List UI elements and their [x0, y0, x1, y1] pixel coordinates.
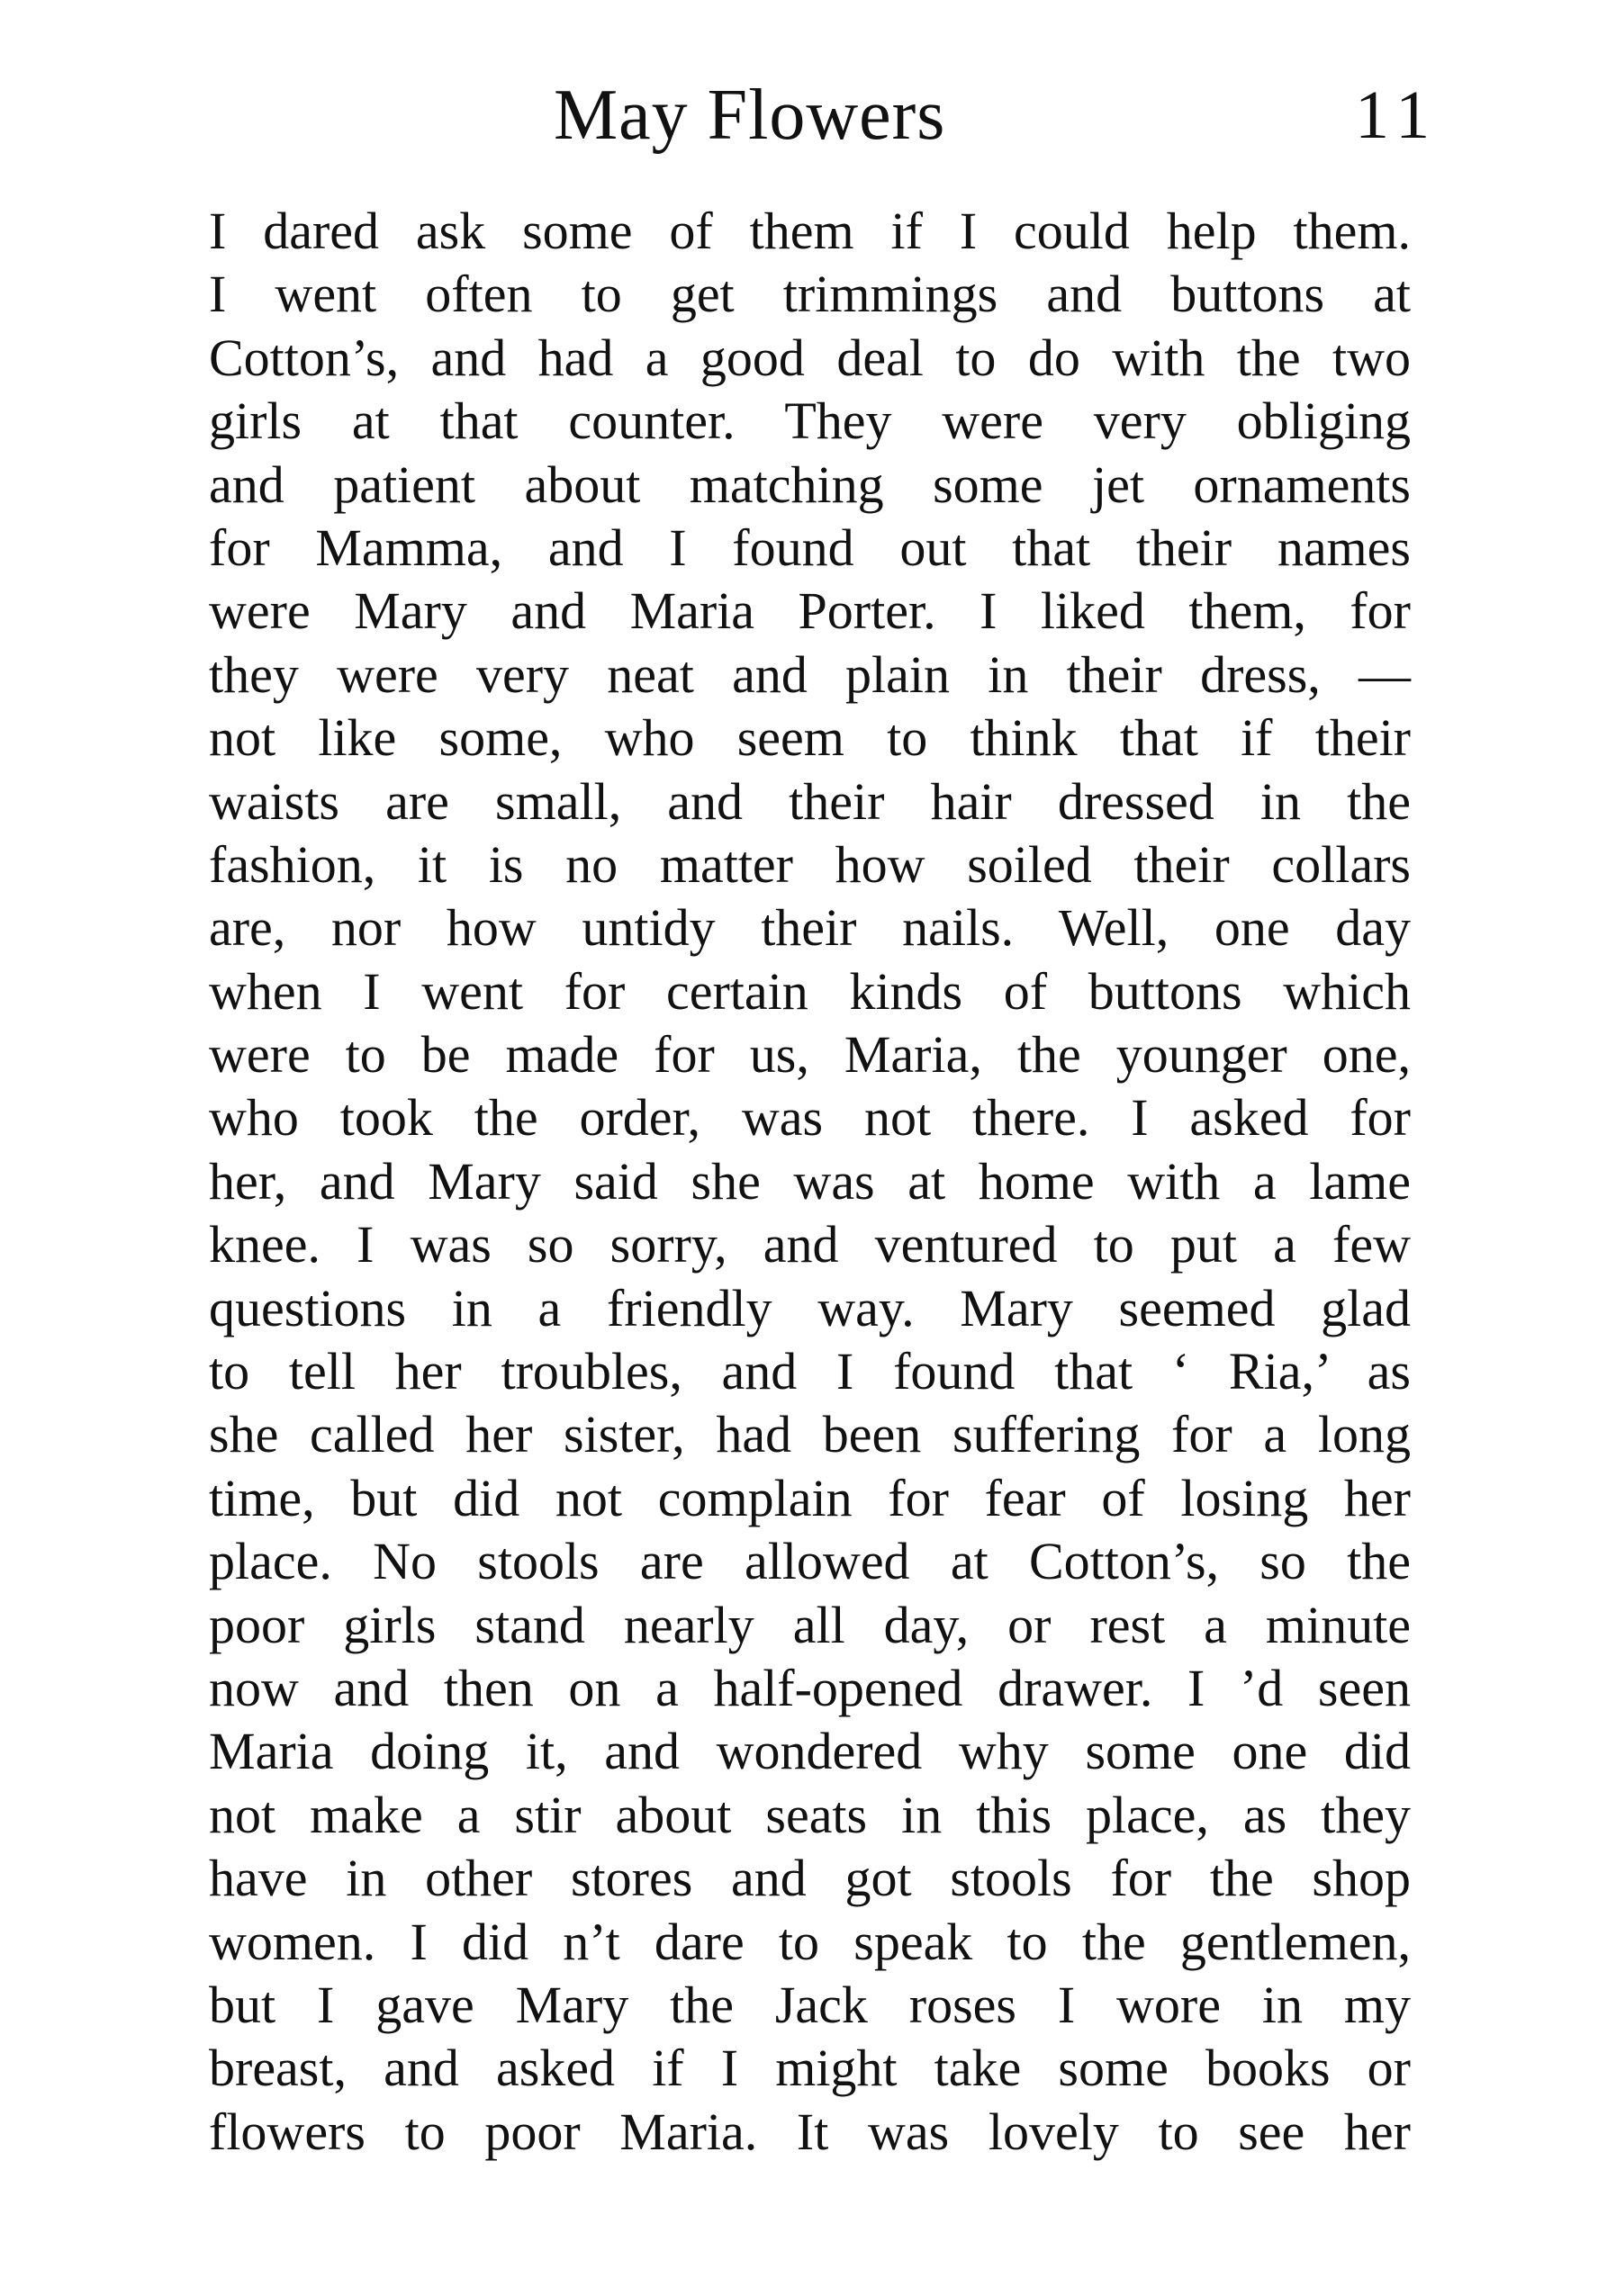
text-line: have in other stores and got stools for the shop [209, 1849, 1411, 1908]
text-line: fashion, it is no matter how soiled their collars [209, 834, 1411, 894]
text-line: they were very neat and plain in their dress, — [209, 644, 1411, 704]
text-line: Cotton’s, and had a good deal to do with the two [209, 328, 1411, 387]
text-line: Maria doing it, and wondered why some one did [209, 1722, 1411, 1781]
text-line: women. I did n’t dare to speak to the gentlemen, [209, 1912, 1411, 1971]
text-line: time, but did not complain for fear of losing her [209, 1468, 1411, 1527]
text-line: questions in a friendly way. Mary seemed glad [209, 1278, 1411, 1337]
page-title: May Flowers [554, 76, 946, 155]
text-line: I went often to get trimmings and buttons at [209, 265, 1411, 324]
page-number: 11 [1355, 77, 1440, 153]
text-line: she called her sister, had been suffering for a long [209, 1405, 1411, 1464]
text-line: breast, and asked if I might take some books or [209, 2039, 1411, 2098]
text-line: I dared ask some of them if I could help them. [209, 202, 1411, 260]
text-line: for Mamma, and I found out that their names [209, 518, 1411, 577]
text-line: were Mary and Maria Porter. I liked them, for [209, 581, 1411, 641]
text-line: girls at that counter. They were very obliging [209, 392, 1411, 451]
text-line: are, nor how untidy their nails. Well, one day [209, 898, 1411, 958]
text-line: poor girls stand nearly all day, or rest a minute [209, 1595, 1411, 1654]
text-line: not like some, who seem to think that if their [209, 708, 1411, 768]
text-line: not make a stir about seats in this place, as they [209, 1785, 1411, 1844]
text-line: but I gave Mary the Jack roses I wore in my [209, 1975, 1411, 2034]
text-line: flowers to poor Maria. It was lovely to see her [209, 2102, 1411, 2161]
text-line: were to be made for us, Maria, the younger one, [209, 1025, 1411, 1085]
text-line: when I went for certain kinds of buttons which [209, 961, 1411, 1021]
text-line: and patient about matching some jet ornaments [209, 455, 1411, 514]
running-head [0, 70, 1616, 160]
text-line: waists are small, and their hair dressed in the [209, 771, 1411, 831]
text-line: place. No stools are allowed at Cotton’s, so the [209, 1532, 1411, 1591]
text-line: now and then on a half-opened drawer. I ’d seen [209, 1658, 1411, 1717]
text-line: her, and Mary said she was at home with a lame [209, 1151, 1411, 1211]
text-line: to tell her troubles, and I found that ‘ Ria,’ as [209, 1342, 1411, 1401]
text-line: who took the order, was not there. I asked for [209, 1088, 1411, 1148]
text-line: knee. I was so sorry, and ventured to put a few [209, 1215, 1411, 1274]
body-text [209, 200, 1411, 2164]
